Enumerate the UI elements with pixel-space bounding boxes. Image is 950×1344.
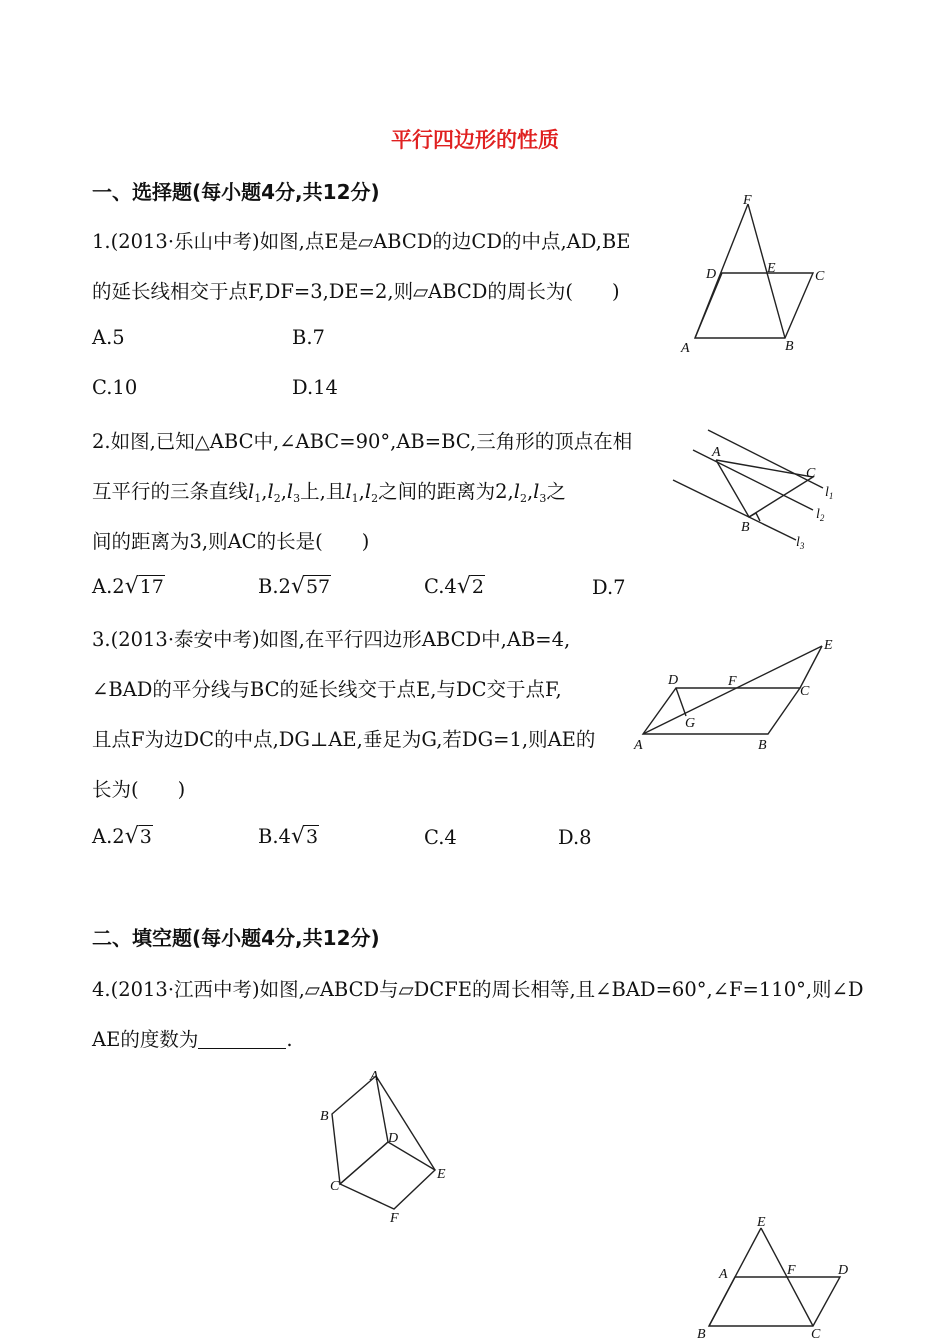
q2-line-l2 [693,450,813,510]
q3-label-f: F [728,674,737,689]
q5-label-d: D [838,1263,849,1278]
q2-option-b: B.2√57 [258,574,331,599]
q4-figure [312,1066,462,1226]
q2-text-a: 互平行的三条直线 [92,480,249,503]
q1-parallelogram [695,273,813,338]
q2-label-l3: $l_3$ [796,535,805,551]
q3-line-ce [800,646,822,688]
q1-option-d: D.14 [292,376,338,399]
q3-option-d: D.8 [558,826,592,849]
q2-option-d: D.7 [592,576,626,599]
q1-label-c: C [815,269,825,284]
q3-label-d: D [668,673,679,688]
q1-label-e: E [767,261,776,276]
q1-line-af [695,204,748,338]
q4-label-a: A [370,1069,379,1084]
q3-label-a: A [634,738,643,753]
section-fill-heading: 二、填空题(每小题4分,共12分) [92,926,380,950]
q4-answer-blank[interactable] [198,1030,286,1049]
q2-label-a: A [712,445,721,460]
q3-figure [628,632,843,757]
q3-line3: 且点F为边DC的中点,DG⊥AE,垂足为G,若DG=1,则AE的 [92,728,596,751]
q3-label-g: G [685,716,696,731]
page-title: 平行四边形的性质 [391,128,559,152]
q2-line3: 间的距离为3,则AC的长是( ) [92,530,370,553]
q5-label-f: F [787,1263,796,1278]
q3-option-a: A.2√3 [92,824,152,849]
q4-label-f: F [390,1211,399,1226]
q3-line1: 3.(2013·泰安中考)如图,在平行四边形ABCD中,AB=4, [92,628,571,651]
q1-label-a: A [681,341,690,356]
q2-line-l3 [673,480,796,540]
q1-option-b: B.7 [292,326,325,349]
q2-line2: 互平行的三条直线$l_1,l_2,l_3$上,且$l_1,l_2$之间的距离为$2,l_2,l_3$之 [92,480,566,505]
q1-line2: 的延长线相交于点F,DF=3,DE=2,则▱ABCD的周长为( ) [92,280,620,303]
q3-line4: 长为( ) [92,778,186,801]
q2-label-c: C [806,466,816,481]
q2-label-l2: $l_2$ [816,507,825,523]
q5-label-a: A [719,1267,728,1282]
q4-line1: 4.(2013·江西中考)如图,▱ABCD与▱DCFE的周长相等,且∠BAD=60°,∠F=110°,则∠D [92,978,864,1001]
q1-figure [670,190,840,360]
q3-line-dg [676,688,686,716]
q3-option-b: B.4√3 [258,824,319,849]
section-choice-heading: 一、选择题(每小题4分,共12分) [92,180,380,204]
q3-line2: ∠BAD的平分线与BC的延长线交于点E,与DC交于点F, [92,678,562,701]
q2-figure [668,420,848,555]
q4-line2: AE的度数为 . [92,1028,293,1051]
q2-option-c: C.4√2 [424,574,484,599]
q2-option-a: A.2√17 [92,574,164,599]
q1-label-f: F [743,193,752,208]
q3-line-ae [643,646,822,734]
q1-option-a: A.5 [92,326,125,349]
q4-label-c: C [330,1179,340,1194]
q1-label-b: B [785,339,794,354]
q4-label-e: E [437,1167,446,1182]
q5-label-c: C [811,1327,821,1342]
q1-line1: 1.(2013·乐山中考)如图,点E是▱ABCD的边CD的中点,AD,BE [92,230,631,253]
q3-option-c: C.4 [424,826,457,849]
q4-label-d: D [388,1131,399,1146]
q3-label-e: E [824,638,833,653]
q3-label-b: B [758,738,767,753]
q2-line1: 2.如图,已知△ABC中,∠ABC=90°,AB=BC,三角形的顶点在相 [92,430,633,453]
q4-parallelogram-dcfe [340,1142,435,1209]
q2-label-b: B [741,520,750,535]
q5-parallelogram [709,1277,840,1326]
q2-label-l1: $l_1$ [825,485,834,501]
q5-label-e: E [757,1215,766,1230]
q4-label-b: B [320,1109,329,1124]
q5-label-b: B [697,1327,706,1342]
q3-label-c: C [800,684,810,699]
q4-parallelogram-abcd [332,1076,388,1184]
q1-label-d: D [706,267,717,282]
q1-option-c: C.10 [92,376,138,399]
q5-figure [695,1212,865,1344]
